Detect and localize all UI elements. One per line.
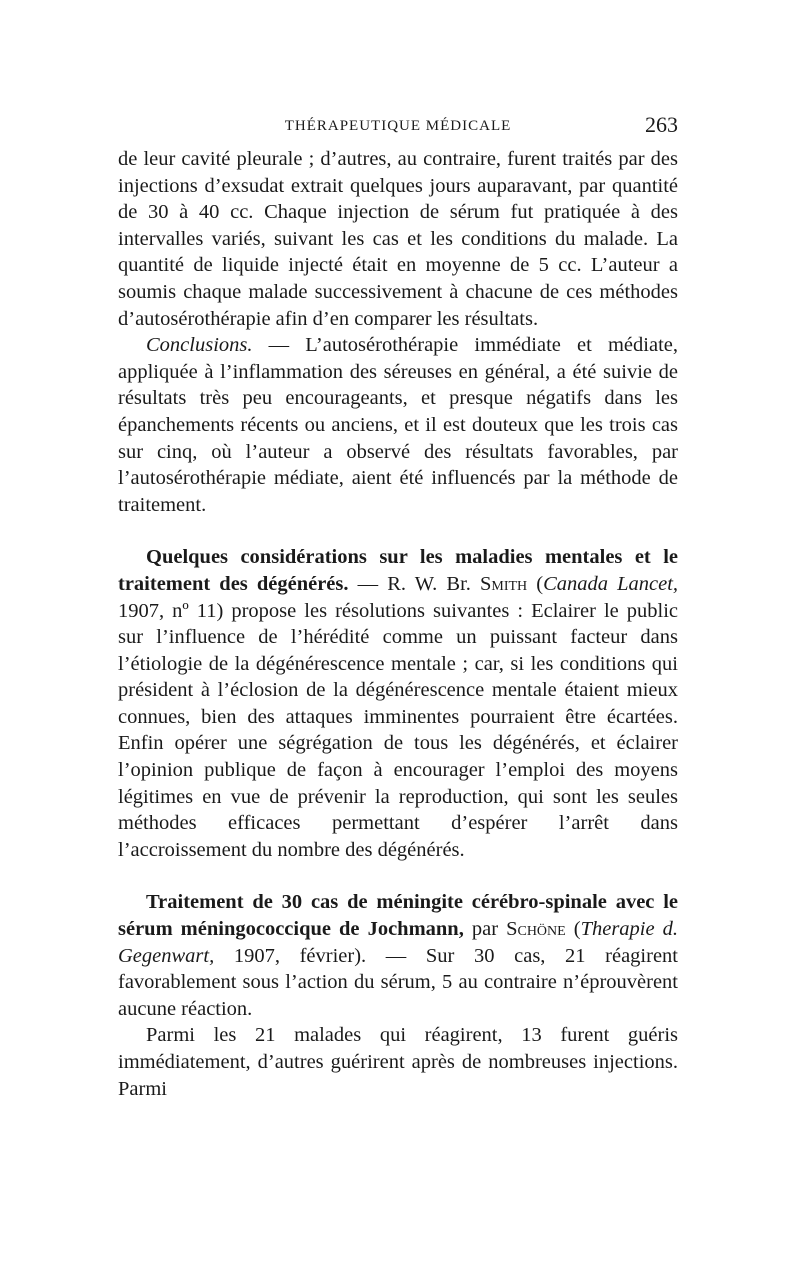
meningitis-par: par	[463, 918, 507, 941]
paragraph-meningitis-results: Parmi les 21 malades qui réagirent, 13 furent guéris immédiatement, d’autres guérirent après de nombreuses injections. Parmi	[118, 1024, 678, 1100]
mental-illness-journal: Canada Lancet,	[543, 572, 679, 595]
section-mental-illness	[118, 544, 678, 863]
meningitis-author: Schöne	[506, 918, 566, 941]
mental-illness-dash: — R. W. Br.	[348, 572, 480, 595]
conclusions-text: — L’autosérothérapie immédiate et médiate, appliquée à l’inflammation des séreuses en général, a été suivie de résultats très peu encourageants, et presque négatifs dans les épanchements récents ou anciens, et il est douteux que les trois cas sur cinq, où l’auteur a observé des résultats favorables, par l’autosérothérapie médiate, aient été influencés par la méthode de traitement.	[118, 334, 678, 516]
section-spacer	[118, 518, 678, 544]
meningitis-ref: 1907, février).	[214, 944, 367, 967]
paragraph-pleural-injections: de leur cavité pleurale ; d’autres, au contraire, furent traités par des injections d’exsudat extrait quelques jours auparavant, par quantité de 30 à 40 cc. Chaque injection de sérum fut pratiquée à des intervalles variés, suivant les cas et les conditions du malade. La quantité de liquide injecté était en moyenne de 5 cc. L’auteur a soumis chaque malade successivement à chacune de ces méthodes d’autosérothérapie afin d’en comparer les résultats.	[118, 148, 678, 330]
mental-illness-body: propose les résolutions suivantes : Eclairer le public sur l’influence de l’hérédité comme un puissant facteur dans l’étiologie de la dégénérescence mentale ; car, si les conditions qui président à l’éclosion de la dégénérescence mentale étaient mieux connues, bien des attaques imminentes pourraient être écartées. Enfin opérer une ségrégation de tous les dégénérés, et éclairer l’opinion publique de façon à encourager l’emploi des moyens légitimes en vue de prévenir la reproduction, qui sont les seules méthodes efficaces permettant d’espérer l’arrêt dans l’accroissement du nombre des dégénérés.	[118, 599, 678, 861]
mental-illness-paren: (	[527, 572, 544, 595]
meningitis-journal: Therapie d. Gegenwart,	[118, 918, 678, 967]
conclusions-label: Conclusions.	[146, 334, 253, 357]
section-heading-meningitis: Traitement de 30 cas de méningite cérébro-spinale avec le sérum méningococcique de Jochmann,	[118, 891, 678, 941]
section-heading-mental-illness: Quelques considérations sur les maladies mentales et le traitement des dégénérés.	[118, 546, 678, 595]
document-page	[118, 112, 678, 1102]
running-title: THÉRAPEUTIQUE MÉDICALE	[284, 118, 512, 134]
running-header	[118, 112, 678, 146]
section-spacer	[118, 863, 678, 889]
section-meningitis	[118, 889, 678, 1022]
mental-illness-ref: 1907, nº 11)	[118, 599, 224, 622]
paragraph-conclusions	[118, 332, 678, 518]
mental-illness-author: Smith	[479, 572, 528, 595]
meningitis-paren: (	[565, 918, 581, 941]
page-number: 263	[645, 112, 678, 137]
meningitis-body: — Sur 30 cas, 21 réagirent favorablement sous l’action du sérum, 5 au contraire n’éprouvèrent aucune réaction.	[118, 944, 678, 1020]
